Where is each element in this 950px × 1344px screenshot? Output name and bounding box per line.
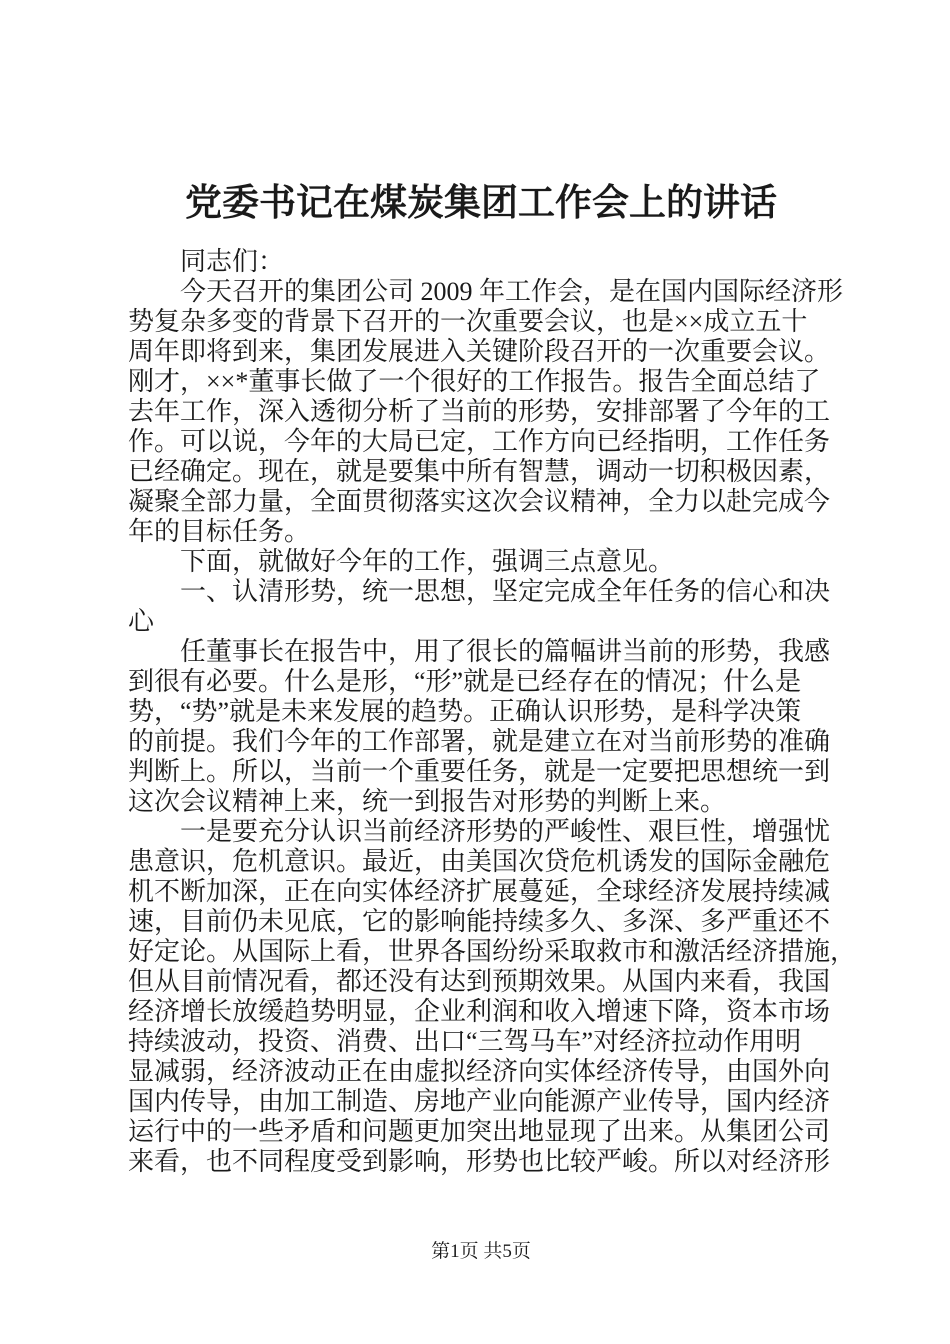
text-line: 作。可以说，今年的大局已定，工作方向已经指明，工作任务 bbox=[128, 427, 831, 456]
text-line: 机不断加深，正在向实体经济扩展蔓延，全球经济发展持续减 bbox=[128, 877, 831, 906]
paragraph-section1-body2 bbox=[128, 817, 888, 1177]
text-line: 凝聚全部力量，全面贯彻落实这次会议精神，全力以赴完成今 bbox=[128, 487, 831, 516]
page-number-label: 第1页 共5页 bbox=[431, 1241, 531, 1262]
text-line: 势，“势”就是未来发展的趋势。正确认识形势，是科学决策 bbox=[128, 697, 802, 726]
text-line: 任董事长在报告中，用了很长的篇幅讲当前的形势，我感 bbox=[180, 637, 831, 666]
text-line: 显减弱，经济波动正在由虚拟经济向实体经济传导，由国外向 bbox=[128, 1057, 831, 1086]
text-line: 周年即将到来，集团发展进入关键阶段召开的一次重要会议。 bbox=[128, 337, 831, 366]
paragraph-section1-heading bbox=[128, 577, 888, 637]
text-line: 一、认清形势，统一思想，坚定完成全年任务的信心和决 bbox=[180, 577, 831, 606]
text-line: 心 bbox=[128, 607, 155, 636]
text-line: 速，目前仍未见底，它的影响能持续多久、多深、多严重还不 bbox=[128, 907, 831, 936]
paragraph-transition bbox=[128, 547, 888, 577]
text-line: 经济增长放缓趋势明显，企业利润和收入增速下降，资本市场 bbox=[128, 997, 831, 1026]
text-line: 今天召开的集团公司 2009 年工作会，是在国内国际经济形 bbox=[180, 277, 844, 306]
text-line: 刚才，××*董事长做了一个很好的工作报告。报告全面总结了 bbox=[128, 367, 821, 396]
text-line: 年的目标任务。 bbox=[128, 517, 311, 546]
text-line: 同志们： bbox=[180, 247, 285, 276]
text-line: 来看，也不同程度受到影响，形势也比较严峻。所以对经济形 bbox=[128, 1147, 831, 1176]
paragraph-salutation bbox=[128, 247, 888, 277]
text-line: 判断上。所以，当前一个重要任务，就是一定要把思想统一到 bbox=[128, 757, 831, 786]
text-line: 但从目前情况看，都还没有达到预期效果。从国内来看，我国 bbox=[128, 967, 831, 996]
text-line: 去年工作，深入透彻分析了当前的形势，安排部署了今年的工 bbox=[128, 397, 831, 426]
text-line: 国内传导，由加工制造、房地产业向能源产业传导，国内经济 bbox=[128, 1087, 831, 1116]
document-title: 党委书记在煤炭集团工作会上的讲话 bbox=[185, 183, 777, 224]
page-footer bbox=[128, 1239, 834, 1265]
paragraph-opening bbox=[128, 277, 888, 547]
document-body bbox=[128, 247, 888, 1177]
text-line: 的前提。我们今年的工作部署，就是建立在对当前形势的准确 bbox=[128, 727, 831, 756]
text-line: 已经确定。现在，就是要集中所有智慧，调动一切积极因素， bbox=[128, 457, 831, 486]
text-line: 好定论。从国际上看，世界各国纷纷采取救市和激活经济措施， bbox=[128, 937, 857, 966]
text-line: 势复杂多变的背景下召开的一次重要会议，也是××成立五十 bbox=[128, 307, 808, 336]
paragraph-section1-body1 bbox=[128, 637, 888, 817]
text-line: 患意识，危机意识。最近，由美国次贷危机诱发的国际金融危 bbox=[128, 847, 831, 876]
text-line: 持续波动，投资、消费、出口“三驾马车”对经济拉动作用明 bbox=[128, 1027, 802, 1056]
text-line: 到很有必要。什么是形，“形”就是已经存在的情况；什么是 bbox=[128, 667, 802, 696]
text-line: 运行中的一些矛盾和问题更加突出地显现了出来。从集团公司 bbox=[128, 1117, 831, 1146]
text-line: 下面，就做好今年的工作，强调三点意见。 bbox=[180, 547, 675, 576]
text-line: 这次会议精神上来，统一到报告对形势的判断上来。 bbox=[128, 787, 727, 816]
text-line: 一是要充分认识当前经济形势的严峻性、艰巨性，增强忧 bbox=[180, 817, 831, 846]
